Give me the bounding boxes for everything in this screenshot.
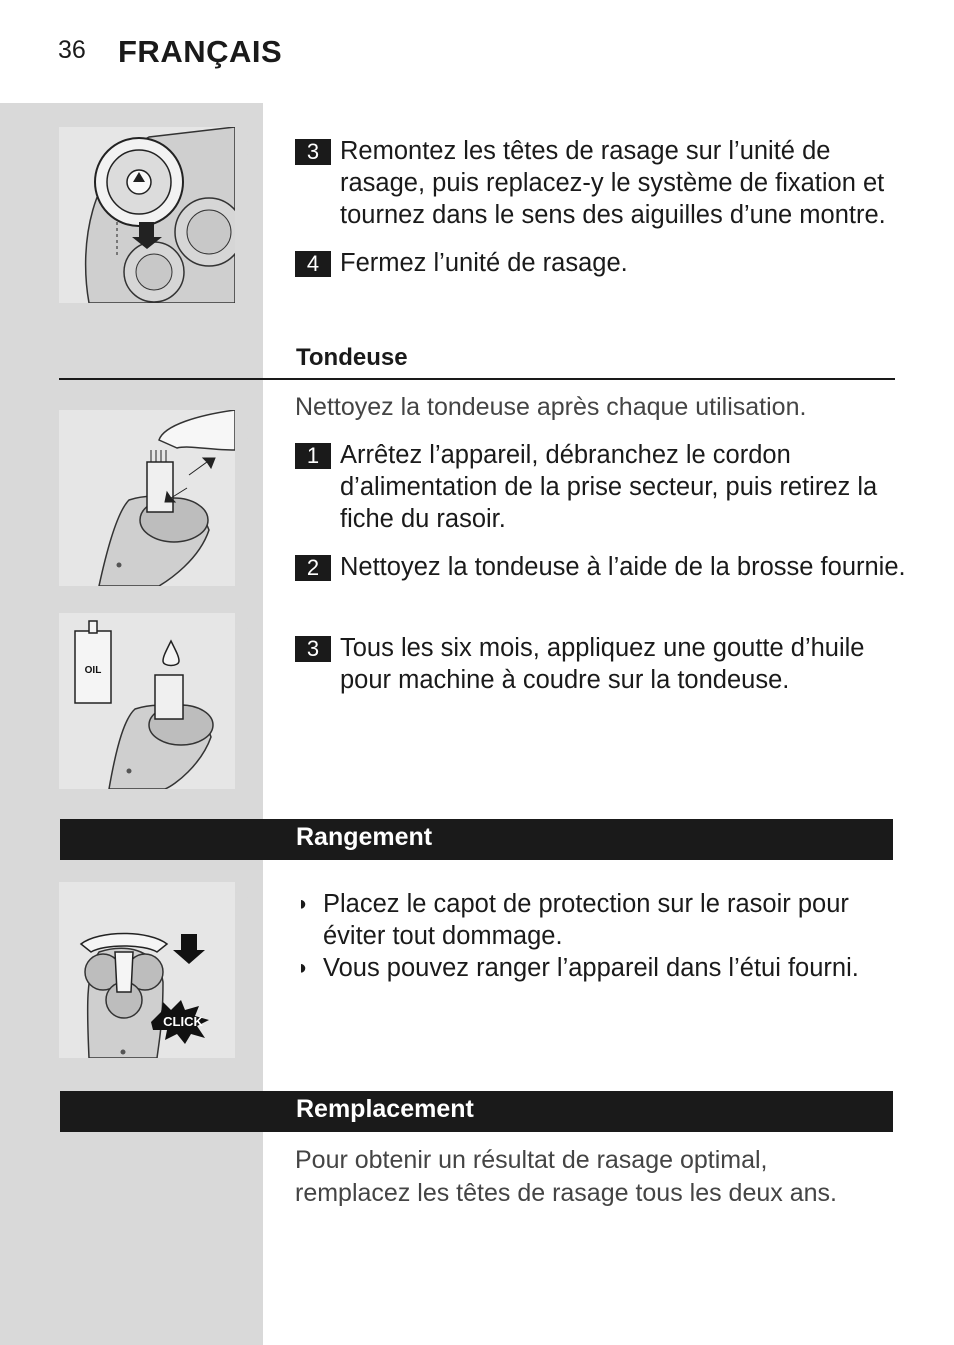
click-label: CLICK — [163, 1014, 203, 1029]
step-text: Fermez l’unité de rasage. — [340, 249, 628, 277]
figure-pointer — [235, 420, 263, 444]
figure-pointer — [235, 892, 263, 916]
protection-cap-illustration — [59, 882, 235, 1058]
rangement-bullet — [297, 888, 917, 952]
step-1-switch-off — [295, 439, 915, 535]
bullet-text: Placez le capot de protection sur le rasoir pour éviter tout dommage. — [323, 890, 849, 950]
step-number: 3 — [295, 139, 331, 165]
tondeuse-heading: Tondeuse — [296, 344, 408, 371]
bullet-text: Vous pouvez ranger l’appareil dans l’étui fourni. — [323, 954, 859, 982]
step-text: Remontez les têtes de rasage sur l’unité de rasage, puis replacez-y le système de fixation et tournez dans le sens des aiguilles d’une montre. — [340, 137, 886, 229]
step-number: 4 — [295, 251, 331, 277]
section-divider — [59, 378, 895, 380]
step-number: 3 — [295, 636, 331, 662]
trimmer-oil-illustration — [59, 613, 235, 789]
trimmer-cleaning-illustration — [59, 410, 235, 586]
language-heading: FRANÇAIS — [118, 34, 283, 69]
rangement-heading: Rangement — [296, 823, 433, 851]
rangement-bullet — [297, 952, 917, 984]
step-number: 1 — [295, 443, 331, 469]
bullet-triangle-icon: ◗ — [297, 893, 310, 915]
remplacement-banner — [60, 1091, 893, 1132]
remplacement-text: Pour obtenir un résultat de rasage optimal, remplacez les têtes de rasage tous les deux ans. — [295, 1146, 837, 1207]
shaving-unit-illustration — [59, 127, 235, 303]
page-number: 36 — [58, 36, 86, 64]
step-number: 2 — [295, 555, 331, 581]
step-text: Tous les six mois, appliquez une goutte d’huile pour machine à coudre sur la tondeuse. — [340, 634, 865, 694]
remplacement-heading: Remplacement — [296, 1095, 474, 1123]
figure-pointer — [235, 623, 263, 647]
step-text: Arrêtez l’appareil, débranchez le cordon d’alimentation de la prise secteur, puis retirez la fiche du rasoir. — [340, 441, 878, 533]
step-4-close-unit — [295, 247, 915, 279]
step-2-clean-trimmer — [295, 551, 915, 583]
step-3-oil-trimmer — [295, 632, 915, 696]
tondeuse-intro: Nettoyez la tondeuse après chaque utilisation. — [295, 393, 807, 421]
oil-label: OIL — [84, 665, 102, 676]
bullet-triangle-icon: ◗ — [297, 957, 310, 979]
figure-pointer — [235, 136, 263, 160]
rangement-banner — [60, 819, 893, 860]
step-text: Nettoyez la tondeuse à l’aide de la brosse fournie. — [340, 553, 906, 581]
step-3-reassemble — [295, 135, 915, 231]
